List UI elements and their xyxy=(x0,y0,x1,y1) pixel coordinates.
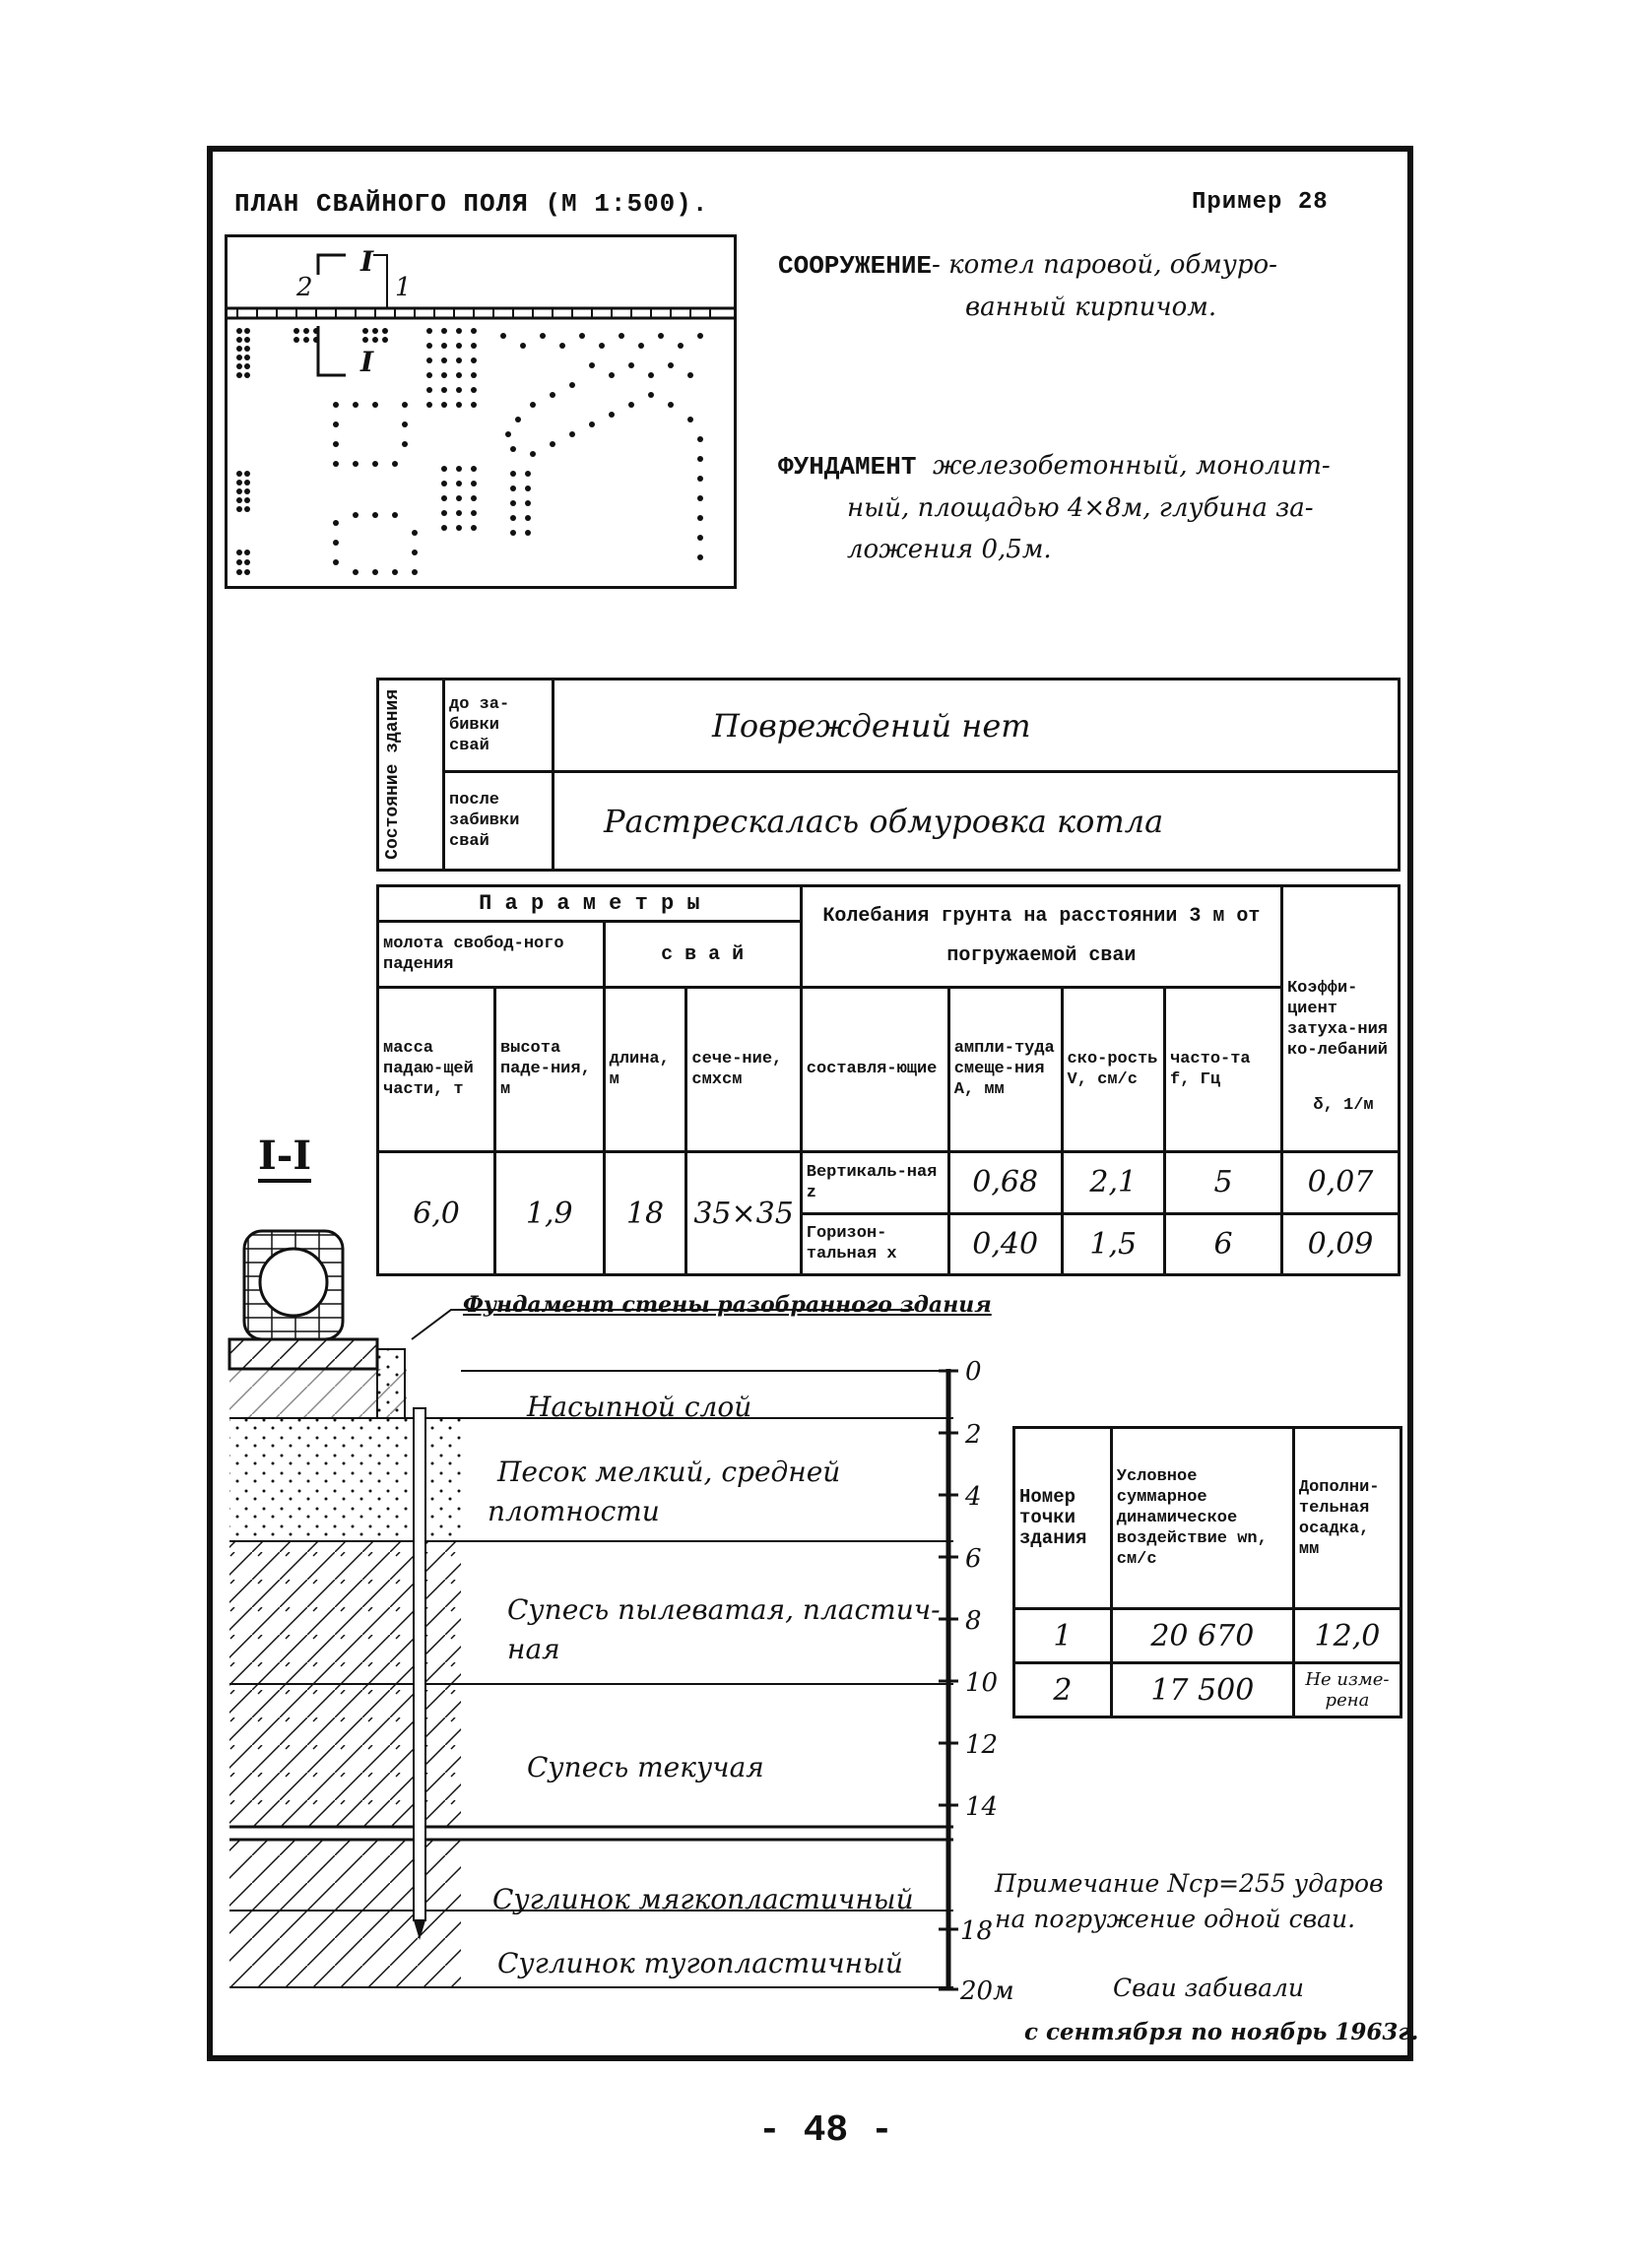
plan-title: ПЛАН СВАЙНОГО ПОЛЯ (М 1:500). xyxy=(234,189,709,219)
state-row2-value: Растрескалась обмуровка котла xyxy=(554,772,1400,871)
depth-8: 8 xyxy=(965,1606,982,1636)
row2-speed: 1,5 xyxy=(1062,1213,1164,1275)
val-mass: 6,0 xyxy=(378,1152,495,1275)
note-line2: на погружение одной сваи. xyxy=(995,1905,1356,1933)
example-number: Пример 28 xyxy=(1192,189,1329,216)
state-row2-label: после забивки свай xyxy=(444,772,554,871)
val-height: 1,9 xyxy=(494,1152,604,1275)
h-params: П а р а м е т р ы xyxy=(378,886,802,922)
result-row1-settlement: 12,0 xyxy=(1293,1609,1401,1663)
section-label: I-I xyxy=(258,1133,311,1183)
h-impact: Условное суммарное динамическое воздействие wn, см/с xyxy=(1111,1428,1293,1609)
layer-sandyloam-dusty-2: ная xyxy=(507,1633,560,1665)
depth-20: 20м xyxy=(960,1976,1014,2006)
structure-description xyxy=(778,244,1277,328)
c-height: высота паде-ния, м xyxy=(494,987,604,1151)
state-side-label: Состояние здания xyxy=(383,689,403,860)
foundation-line1: железобетонный, монолит- xyxy=(932,451,1331,481)
depth-10: 10 xyxy=(965,1668,999,1698)
c-delta: δ, 1/м xyxy=(1313,1096,1374,1115)
pile-field-plan xyxy=(225,234,737,589)
c-component: составля-ющие xyxy=(801,987,948,1151)
c-frequency: часто-та f, Гц xyxy=(1165,987,1282,1151)
parameters-table xyxy=(376,884,1401,1276)
row2-component: Горизон-тальная x xyxy=(801,1213,948,1275)
c-section: сече-ние, смхсм xyxy=(686,987,801,1151)
val-length: 18 xyxy=(604,1152,686,1275)
depth-4: 4 xyxy=(965,1482,982,1512)
row1-speed: 2,1 xyxy=(1062,1152,1164,1213)
layer-sand-2: плотности xyxy=(488,1495,660,1527)
h-coefficient: Коэффи-циент затуха-ния ко-лебаний xyxy=(1281,886,1399,1152)
depth-14: 14 xyxy=(965,1792,999,1822)
old-foundation-note: Фундамент стены разобранного здания xyxy=(463,1292,992,1318)
building-state-table xyxy=(376,678,1401,872)
depth-6: 6 xyxy=(965,1544,982,1574)
layer-sand-1: Песок мелкий, средней xyxy=(497,1456,841,1488)
h-vibration: Колебания грунта на расстоянии 3 м от погружаемой сваи xyxy=(801,886,1281,988)
val-section: 35×35 xyxy=(686,1152,801,1275)
row1-frequency: 5 xyxy=(1165,1152,1282,1213)
layer-loam-soft: Суглинок мягкопластичный xyxy=(492,1883,914,1915)
h-settlement: Дополни-тельная осадка, мм xyxy=(1293,1428,1401,1609)
structure-label: СООРУЖЕНИЕ xyxy=(778,251,933,281)
h-hammer: молота свобод-ного падения xyxy=(378,922,605,988)
axis-label-right: 1 xyxy=(395,273,412,302)
depth-18: 18 xyxy=(960,1916,994,1946)
c-mass: масса падаю-щей части, т xyxy=(378,987,495,1151)
layer-sandyloam-fluid: Супесь текучая xyxy=(527,1751,764,1783)
c-amplitude: ампли-туда смеще-ния А, мм xyxy=(948,987,1062,1151)
c-speed: ско-рость V, см/с xyxy=(1062,987,1164,1151)
h-piles: с в а й xyxy=(604,922,801,988)
c-length: длина, м xyxy=(604,987,686,1151)
structure-line1: - котел паровой, обмуро- xyxy=(932,250,1277,280)
note-line4: с сентября по ноябрь 1963г. xyxy=(1024,2019,1419,2045)
note-line3: Сваи забивали xyxy=(1113,1974,1305,2002)
foundation-description xyxy=(778,445,1331,570)
structure-line2: ванный кирпичом. xyxy=(965,292,1217,322)
result-table xyxy=(1012,1426,1402,1718)
note-line1: Примечание Ncp=255 ударов xyxy=(995,1869,1384,1898)
result-row1-point: 1 xyxy=(1014,1609,1112,1663)
result-row1-impact: 20 670 xyxy=(1111,1609,1293,1663)
h-point: Номер точки здания xyxy=(1014,1428,1112,1609)
row2-frequency: 6 xyxy=(1165,1213,1282,1275)
layer-loam-hard: Суглинок тугопластичный xyxy=(497,1947,903,1979)
state-row1-value: Повреждений нет xyxy=(554,680,1400,772)
depth-12: 12 xyxy=(965,1730,999,1760)
page-number: - 48 - xyxy=(758,2109,893,2152)
state-row1-label: до за-бивки свай xyxy=(444,680,554,772)
section-mark-top: I xyxy=(360,245,374,278)
result-row2-settlement: Не изме-рена xyxy=(1293,1663,1401,1717)
result-row2-impact: 17 500 xyxy=(1111,1663,1293,1717)
row2-amplitude: 0,40 xyxy=(948,1213,1062,1275)
foundation-line3: ложения 0,5м. xyxy=(847,535,1052,564)
section-mark-bottom: I xyxy=(360,346,374,378)
state-side-cell xyxy=(378,680,444,871)
result-row2-point: 2 xyxy=(1014,1663,1112,1717)
row1-delta: 0,07 xyxy=(1281,1152,1399,1213)
axis-label-left: 2 xyxy=(296,273,313,302)
row1-amplitude: 0,68 xyxy=(948,1152,1062,1213)
layer-sandyloam-dusty-1: Супесь пылеватая, пластич- xyxy=(507,1593,941,1626)
row1-component: Вертикаль-ная z xyxy=(801,1152,948,1213)
row2-delta: 0,09 xyxy=(1281,1213,1399,1275)
foundation-label: ФУНДАМЕНТ xyxy=(778,452,917,482)
depth-2: 2 xyxy=(965,1420,982,1450)
foundation-line2: ный, площадью 4×8м, глубина за- xyxy=(847,493,1314,523)
depth-0: 0 xyxy=(965,1357,982,1387)
layer-fill: Насыпной слой xyxy=(527,1391,752,1423)
